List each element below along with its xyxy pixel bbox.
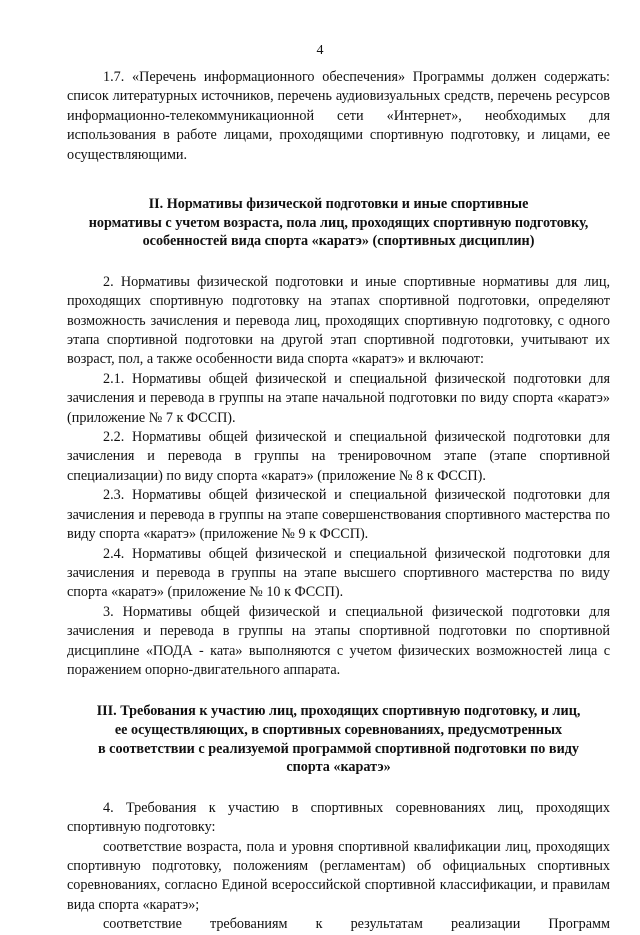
paragraph-2-1: 2.1. Нормативы общей физической и специальной физической подготовки для зачисления и перевода в группы на этапе начальной подготовки по виду спорта «каратэ» (приложение № 7 к ФССП).: [67, 370, 610, 426]
section-3-heading-line-3: в соответствии с реализуемой программой спортивной подготовки по виду: [97, 740, 580, 757]
section-2-heading: [67, 195, 610, 251]
section-3-heading: [67, 702, 610, 776]
page-number: 4: [316, 43, 324, 58]
section-2-heading-line-1: II. Нормативы физической подготовки и иные спортивные: [148, 196, 529, 213]
paragraph-2: 2. Нормативы физической подготовки и иные спортивные нормативы для лиц, проходящих спортивную подготовку на этапах спортивной подготовки, определяют возможность зачисления и перевода лиц, проходящих спортивную подготовку, с одного этапа спортивной подготовки на другой этап спортивной подготовки, учитывают их возраст, пол, а также особенности вида спорта «каратэ» и включают:: [67, 273, 610, 368]
paragraph-4-a: соответствие возраста, пола и уровня спортивной квалификации лиц, проходящих спортивную подготовку, положениям (регламентам) об официальных спортивных соревнованиях, согласно Единой всероссийской спортивной классификации, и правилам вида спорта «каратэ»;: [67, 838, 610, 913]
document-body: [67, 68, 610, 935]
paragraph-3: 3. Нормативы общей физической и специальной физической подготовки для зачисления и перевода в группы на этапы спортивной подготовки по спортивной дисциплине «ПОДА - ката» выполняются с учетом физических возможностей лица с поражением опорно-двигательного аппарата.: [67, 603, 610, 678]
spacer: [67, 251, 610, 273]
spacer: [67, 777, 610, 799]
paragraph-4: 4. Требования к участию в спортивных соревнованиях лиц, проходящих спортивную подготовку:: [67, 799, 610, 836]
paragraph-4-b: соответствие требованиям к результатам реализации Программ: [103, 916, 610, 933]
paragraph-2-3: 2.3. Нормативы общей физической и специальной физической подготовки для зачисления и перевода в группы на этапе совершенствования спортивного мастерства по виду спорта «каратэ» (приложение № 9 к ФССП).: [67, 487, 610, 543]
paragraph-2-2: 2.2. Нормативы общей физической и специальной физической подготовки для зачисления и перевода в группы на тренировочном этапе (этапе спортивной специализации) по виду спорта «каратэ» (приложение № 8 к ФССП).: [67, 429, 610, 484]
section-3-heading-line-2: ее осуществляющих, в спортивных соревнованиях, предусмотренных: [114, 721, 563, 738]
paragraph-1-7: 1.7. «Перечень информационного обеспечения» Программы должен содержать: список литературных источников, перечень аудиовизуальных средств, перечень ресурсов информационно-телекоммуникационной сети «Интернет», необходимых для использования в работе лицами, проходящими спортивную подготовку, и лицами, ее осуществляющими.: [67, 69, 610, 163]
section-3-heading-line-4: спорта «каратэ»: [286, 759, 391, 776]
section-2-heading-line-2: нормативы с учетом возраста, пола лиц, проходящих спортивную подготовку,: [88, 214, 589, 231]
spacer: [67, 680, 610, 702]
section-2-heading-line-3: особенностей вида спорта «каратэ» (спортивных дисциплин): [142, 233, 535, 250]
spacer: [67, 165, 610, 195]
paragraph-2-4: 2.4. Нормативы общей физической и специальной физической подготовки для зачисления и перевода в группы на этапе высшего спортивного мастерства по виду спорта «каратэ» (приложение № 10 к ФССП).: [67, 545, 610, 601]
section-3-heading-line-1: III. Требования к участию лиц, проходящих спортивную подготовку, и лиц,: [96, 703, 581, 720]
